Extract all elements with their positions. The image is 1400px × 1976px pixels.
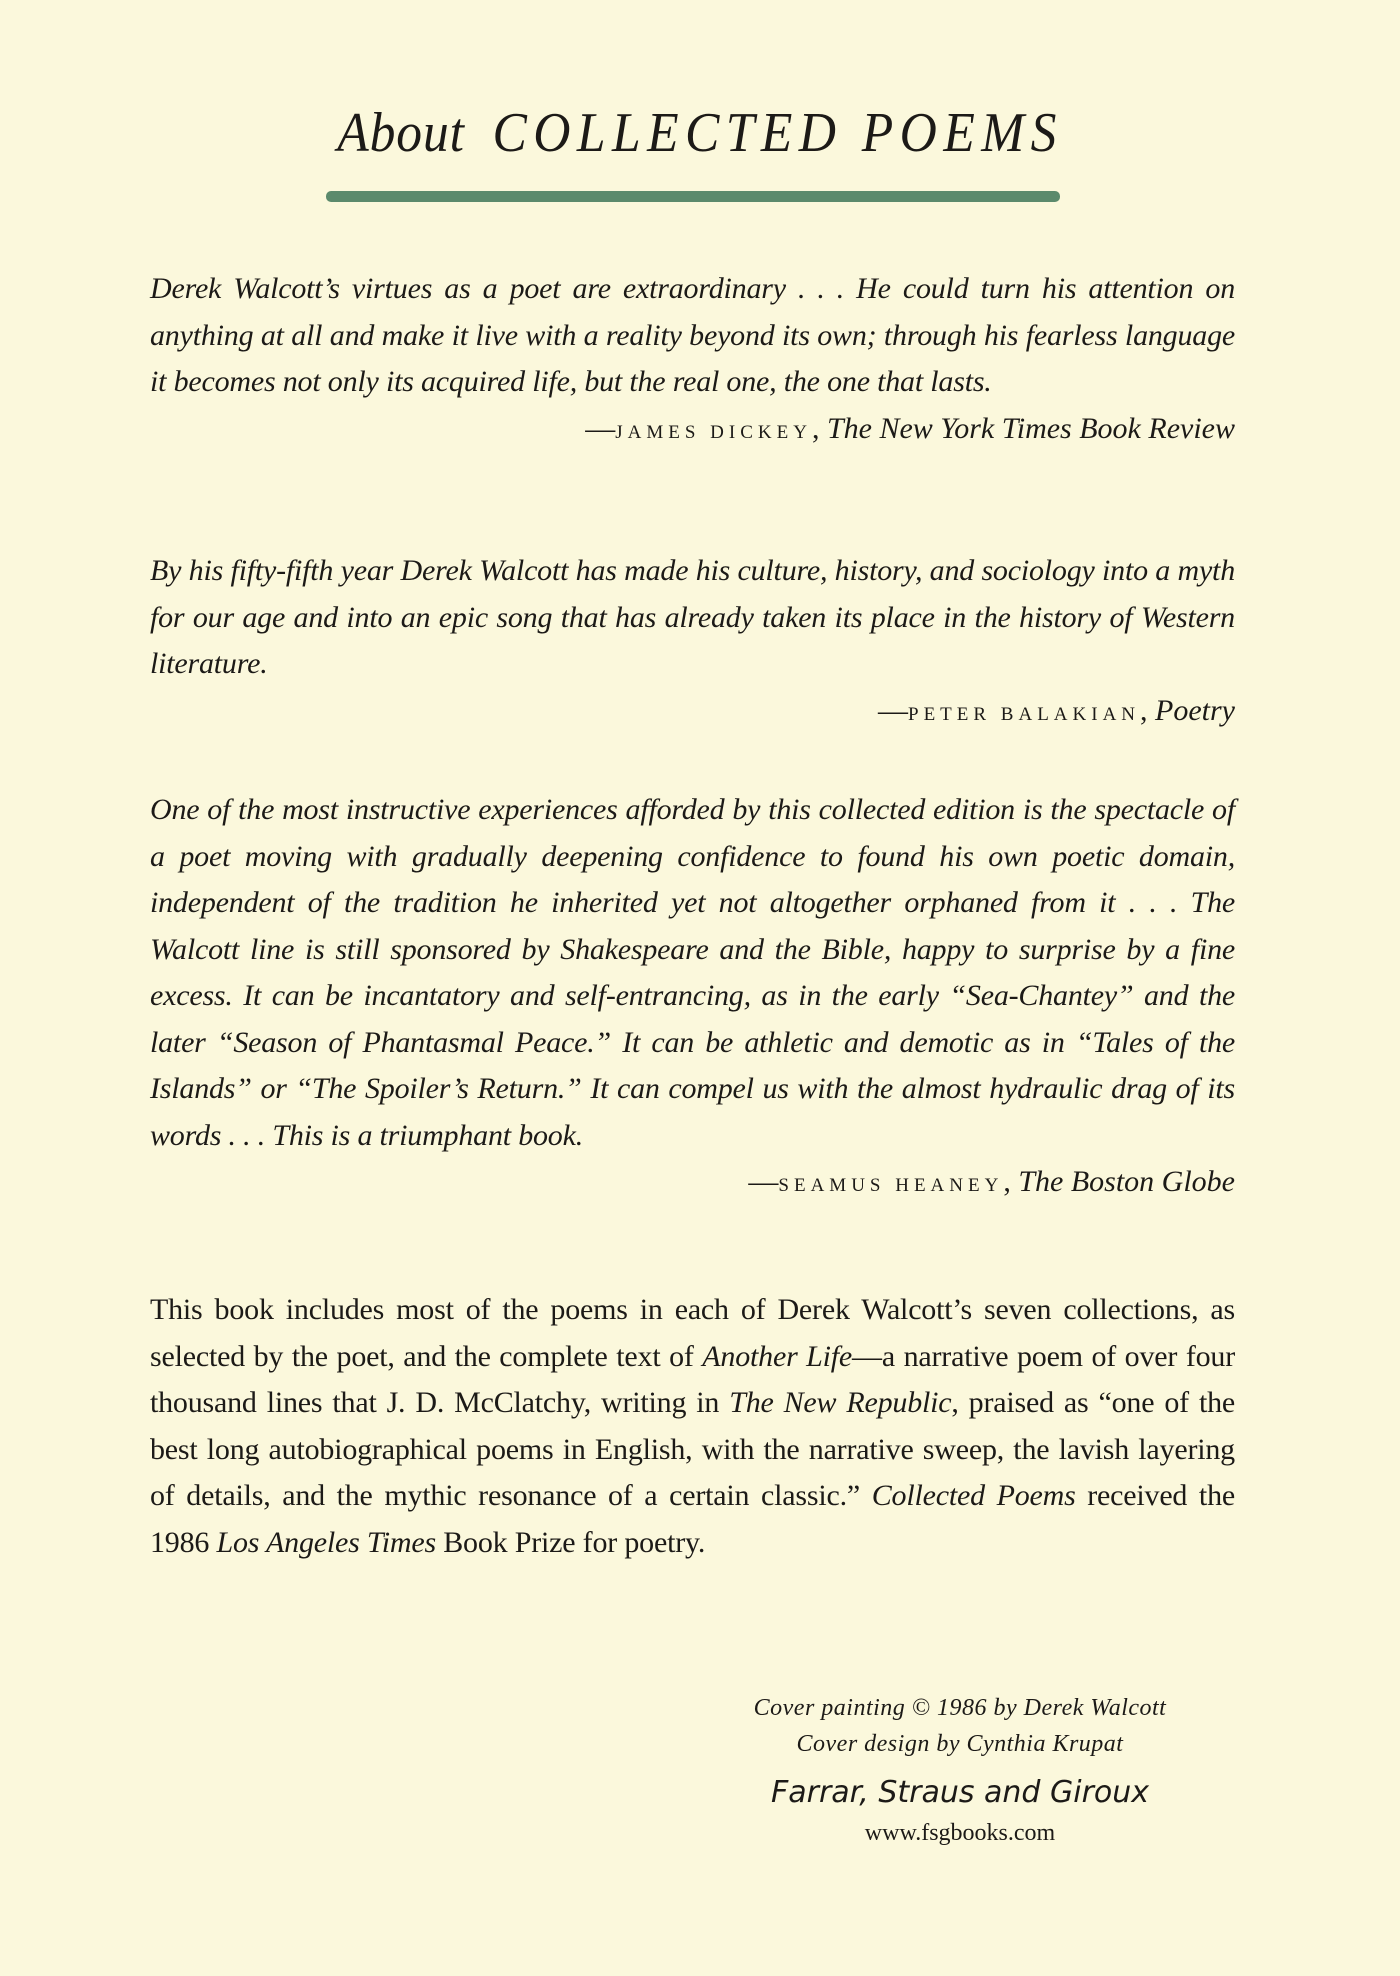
quote-text: Derek Walcott’s virtues as a poet are extraordinary . . . He could turn his attention on anything at all and make it live with a reality beyond its own; through his fearless language it becomes not only its acquired life, but the real one, the one that lasts. [150,272,1235,398]
credits-block [700,1690,1220,1848]
page-title [56,98,1344,168]
title-prefix: About [337,102,465,164]
quote-block-balakian [150,548,1235,738]
quote-text: One of the most instructive experiences afforded by this collected edition is the spectacle of a poet moving with gradually deepening confidence to found his own poetic domain, independent of the tradition he inherited yet not altogether orphaned from it . . . The Walcott line is still sponsored by Shakespeare and the Bible, happy to surprise by a fine excess. It can be incantatory and self-entrancing, as in the early “Sea-Chantey” and the later “Season of Phantasmal Peace.” It can be athletic and demotic as in “Tales of the Islands” or “The Spoiler’s Return.” It can compel us with the almost hydraulic drag of its words . . . This is a triumphant book. [150,793,1235,1152]
book-description [150,1287,1235,1566]
quote-block-heaney [150,787,1235,1209]
description-paragraph: This book includes most of the poems in each of Derek Walcott’s seven collections, as selected by the poet, and the complete text of Another Life—a narrative poem of over four thousand lines that J. D. McClatchy, writing in The New Republic, praised as “one of the best long autobiographical poems in English, with the narrative sweep, the lavish layering of details, and the mythic resonance of a certain classic.” Collected Poems received the 1986 Los Angeles Times Book Prize for poetry. [150,1293,1235,1559]
cover-design-credit: Cover design by Cynthia Krupat [796,1731,1124,1757]
quote-author: SEAMUS HEANEY [778,1175,1004,1196]
quote-attribution: —PETER BALAKIAN, Poetry [878,693,1235,727]
cover-painting-credit: Cover painting © 1986 by Derek Walcott [753,1695,1167,1721]
quote-source: Poetry [1155,693,1235,727]
title-another-life: Another Life [702,1339,853,1373]
quote-attribution: —SEAMUS HEANEY, The Boston Globe [748,1165,1235,1198]
quote-author: JAMES DICKEY [615,421,812,443]
quote-text: By his fifty-fifth year Derek Walcott has made his culture, history, and sociology into a myth for our age and into an epic song that has already taken its place in the history of Western literature. [150,554,1235,680]
publisher-name: Farrar, Straus and Giroux [770,1775,1150,1810]
title-la-times: Los Angeles Times [216,1525,436,1559]
title-new-republic: The New Republic [729,1386,952,1419]
quote-source: The Boston Globe [1018,1165,1235,1198]
title-collected-poems: Collected Poems [871,1479,1076,1512]
quote-attribution: —JAMES DICKEY, The New York Times Book Review [585,411,1235,445]
quote-author: PETER BALAKIAN [908,703,1141,725]
quote-source: The New York Times Book Review [826,411,1235,445]
title-main: COLLECTED POEMS [492,102,1063,164]
quote-block-dickey [150,266,1235,456]
publisher-url[interactable]: www.fsgbooks.com [864,1820,1056,1846]
title-divider-rule [326,191,1060,202]
